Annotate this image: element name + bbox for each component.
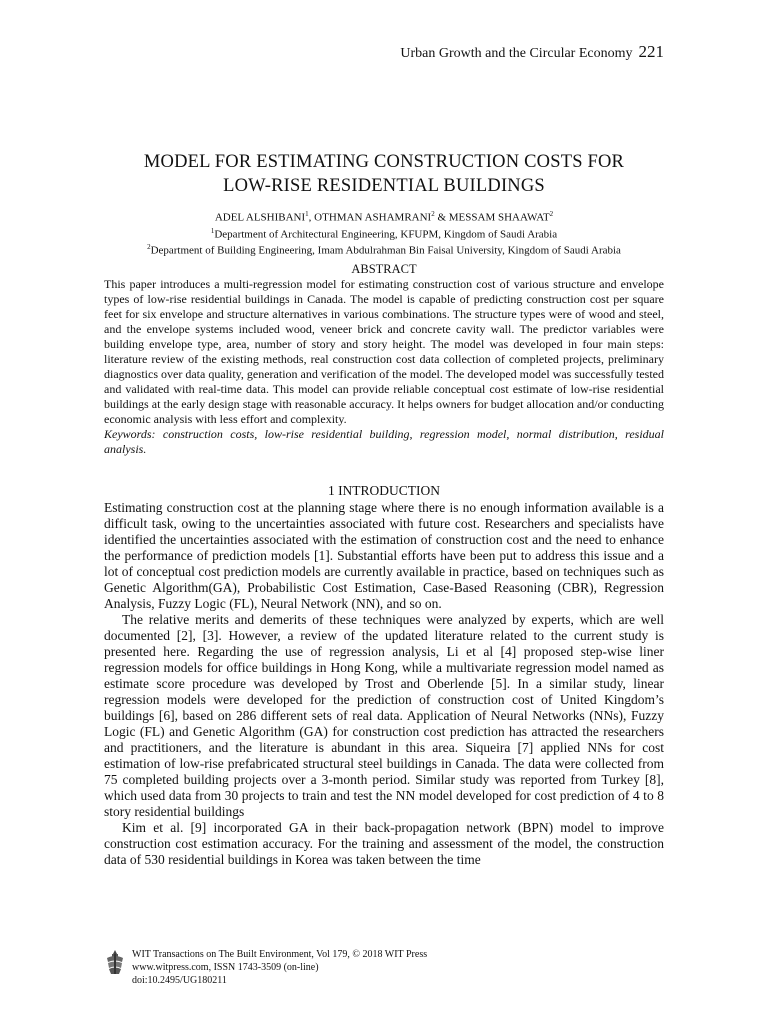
footer-line-1: WIT Transactions on The Built Environment, Vol 179, © 2018 WIT Press xyxy=(132,949,428,960)
abstract-text: This paper introduces a multi-regression model for estimating construction cost of various structure and envelope types of low-rise residential buildings in Canada. The model is capable of predicting construction cost per square feet for six envelope and structure alternatives in various combinations. The structure types were of wood and steel, and the envelope systems included wood, veneer brick and concrete cavity wall. The predictor variables were building envelope type, area, number of story and story height. The model was developed in four main steps: literature review of the existing methods, real construction cost data collection of completed projects, preliminary diagnostics over data quality, generation and verification of the model. The developed model was successfully tested and validated with real-time data. This model can provide reliable conceptual cost estimate of low-rise residential buildings at the early design stage with reasonable accuracy. It helps owners for budget allocation and/or conducting economic analysis with less effort and complexity. xyxy=(104,277,664,426)
affiliation-1-text: Department of Architectural Engineering, KFUPM, Kingdom of Saudi Arabia xyxy=(214,228,558,241)
running-head xyxy=(400,42,664,62)
paragraph-1: Estimating construction cost at the planning stage where there is no enough information available is a difficult task, owing to the uncertainties associated with future cost. Researchers and specialists have identified the uncertainties associated with the estimation of construction cost and the need to enhance the performance of prediction models [1]. Substantial efforts have been put to address this issue and a lot of conceptual cost prediction models are currently available in practice, based on techniques such as Genetic Algorithm(GA), Probabilistic Cost Estimation, Case-Based Reasoning (CBR), Regression Analysis, Fuzzy Logic (FL), Neural Network (NN), and so on. xyxy=(104,500,664,611)
author-3-affil: 2 xyxy=(549,210,554,218)
paragraph-2: The relative merits and demerits of these techniques were analyzed by experts, which are well documented [2], [3]. However, a review of the updated literature related to the current study is presented here. Regarding the use of regression analysis, Li et al [4] proposed step-wise liner regression models for office buildings in Hong Kong, while a multivariate regression model named as estimate score procedure was developed by Trost and Oberlende [5]. In a similar study, linear regression models were developed for the prediction of construction cost of United Kingdom’s buildings [6], based on 286 different sets of real data. Application of Neural Networks (NNs), Fuzzy Logic (FL) and Genetic Algorithm (GA) for construction cost prediction has attracted the researchers and practitioners, and the literature is abundant in this area. Siqueira [7] applied NNs for cost estimation of low-rise prefabricated structural steel buildings in Canada. The data were collected from 75 completed building projects over a 3-month period. Similar study was reported from Turkey [8], which used data from 30 projects to train and test the NN model developed for cost prediction of 4 to 8 story residential buildings xyxy=(104,612,664,819)
abstract-heading: ABSTRACT xyxy=(351,262,417,276)
affiliation-2-text: Department of Building Engineering, Imam Abdulrahman Bin Faisal University, Kingdom of Saudi Arabia xyxy=(150,244,621,257)
author-block xyxy=(0,208,768,258)
keywords: Keywords: construction costs, low-rise residential building, regression model, normal distribution, residual analysis. xyxy=(104,427,664,456)
paper-title xyxy=(0,150,768,198)
author-3: & MESSAM SHAAWAT xyxy=(434,211,550,224)
author-1: ADEL ALSHIBANI xyxy=(214,211,306,224)
paragraph-3: Kim et al. [9] incorporated GA in their back-propagation network (BPN) model to improve construction cost estimation accuracy. For the training and assessment of the model, the construction data of 530 residential buildings in Korea was taken between the time xyxy=(104,820,664,867)
footer-text xyxy=(132,948,427,987)
wit-press-logo-icon xyxy=(104,948,126,976)
author-2: , OTHMAN ASHAMRANI xyxy=(308,211,432,224)
author-2-affil: 2 xyxy=(431,210,435,218)
footer-line-2: www.witpress.com, ISSN 1743-3509 (on-line) xyxy=(132,962,319,973)
affiliation-1 xyxy=(0,225,768,242)
abstract xyxy=(104,277,664,457)
affiliation-2 xyxy=(0,241,768,258)
section-heading: 1 INTRODUCTION xyxy=(327,483,441,498)
title-line-1: MODEL FOR ESTIMATING CONSTRUCTION COSTS FOR xyxy=(143,152,625,172)
journal-title: Urban Growth and the Circular Economy xyxy=(400,46,633,61)
footer-line-3: doi:10.2495/UG180211 xyxy=(132,975,227,986)
page-number: 221 xyxy=(638,42,664,61)
affiliation-1-mark: 1 xyxy=(210,226,215,235)
author-list xyxy=(0,208,768,225)
title-line-2: LOW-RISE RESIDENTIAL BUILDINGS xyxy=(223,176,545,196)
section-body xyxy=(104,500,664,868)
author-1-affil: 1 xyxy=(305,210,309,218)
affiliation-2-mark: 2 xyxy=(147,243,151,252)
